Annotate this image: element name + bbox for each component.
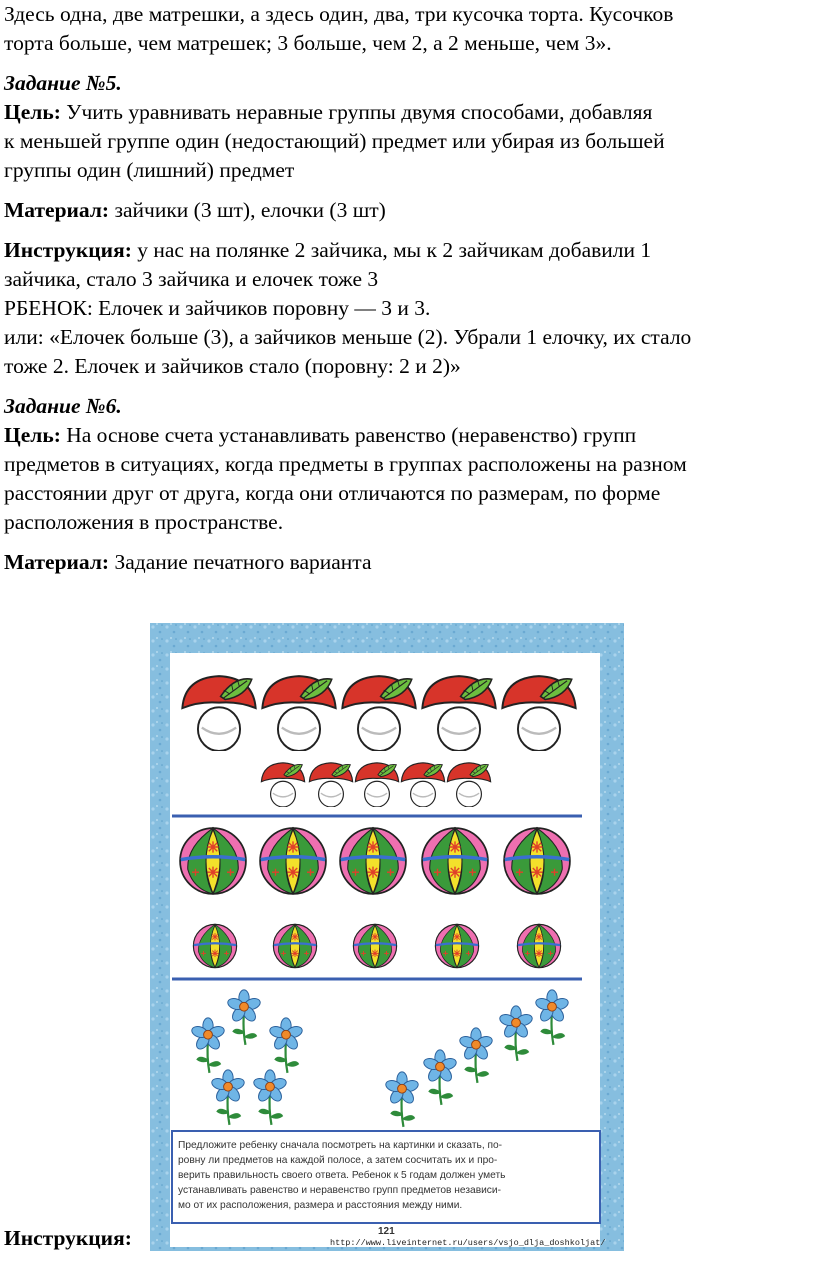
task5-instruction-line: или: «Елочек больше (3), а зайчиков меньше (2). Убрали 1 елочку, их стало: [4, 325, 692, 349]
caption-line: устанавливать равенство и неравенство групп предметов независи-: [178, 1185, 501, 1196]
task5-instruction-line: РБЕНОК: Елочек и зайчиков поровну — 3 и 3.: [4, 296, 431, 320]
task5-instruction: [4, 236, 812, 265]
task5-goal-line: к меньшей группе один (недостающий) предмет или убирая из большей: [4, 129, 665, 153]
worksheet-image: [150, 623, 624, 1251]
document-body: [4, 0, 812, 577]
material-text: Задание печатного варианта: [109, 550, 372, 574]
watermark-url: http://www.liveinternet.ru/users/vsjo_dlja_doshkoljat/: [330, 1238, 606, 1248]
task5-material: [4, 196, 812, 225]
caption-line: верить правильность своего ответа. Ребенок к 5 годам должен уметь: [178, 1170, 506, 1181]
caption-line: ровну ли предметов на каждой полосе, а затем сосчитать их и про-: [178, 1155, 498, 1166]
intro-line: Здесь одна, две матрешки, а здесь один, два, три кусочка торта. Кусочков: [4, 2, 674, 26]
task6-goal-line: предметов в ситуациях, когда предметы в группах расположены на разном: [4, 452, 687, 476]
task6-heading: Задание №6.: [4, 394, 122, 418]
caption-text: [178, 1139, 505, 1211]
goal-text: Учить уравнивать неравные группы двумя способами, добавляя: [60, 100, 653, 124]
task5-goal: [4, 98, 812, 127]
page-number: 121: [378, 1226, 395, 1237]
worksheet-illustration: [150, 623, 624, 1251]
material-label: Материал:: [4, 198, 110, 222]
task6-goal-line: расстоянии друг от друга, когда они отличаются по размерам, по форме: [4, 481, 661, 505]
material-label: Материал:: [4, 550, 110, 574]
intro-line: торта больше, чем матрешек; 3 больше, чем 2, а 2 меньше, чем 3».: [4, 31, 612, 55]
task6-material: [4, 548, 812, 577]
instruction-text: у нас на полянке 2 зайчика, мы к 2 зайчикам добавили 1: [131, 238, 652, 262]
goal-text: На основе счета устанавливать равенство (неравенство) групп: [60, 423, 637, 447]
task5-goal-line: группы один (лишний) предмет: [4, 158, 295, 182]
task5-instruction-line: зайчика, стало 3 зайчика и елочек тоже 3: [4, 267, 379, 291]
task5-heading: Задание №5.: [4, 71, 122, 95]
instruction-label: Инструкция:: [4, 238, 132, 262]
caption-line: Предложите ребенку сначала посмотреть на картинки и сказать, по-: [178, 1140, 503, 1151]
material-text: зайчики (3 шт), елочки (3 шт): [109, 198, 386, 222]
goal-label: Цель:: [4, 100, 61, 124]
task5-instruction-line: тоже 2. Елочек и зайчиков стало (поровну: 2 и 2)»: [4, 354, 461, 378]
goal-label: Цель:: [4, 423, 61, 447]
caption-line: мо от их расположения, размера и расстояния между ними.: [178, 1200, 463, 1211]
task6-instruction-label: Инструкция:: [4, 1226, 132, 1250]
task6-goal-line: расположения в пространстве.: [4, 510, 284, 534]
task6-goal: [4, 421, 812, 450]
